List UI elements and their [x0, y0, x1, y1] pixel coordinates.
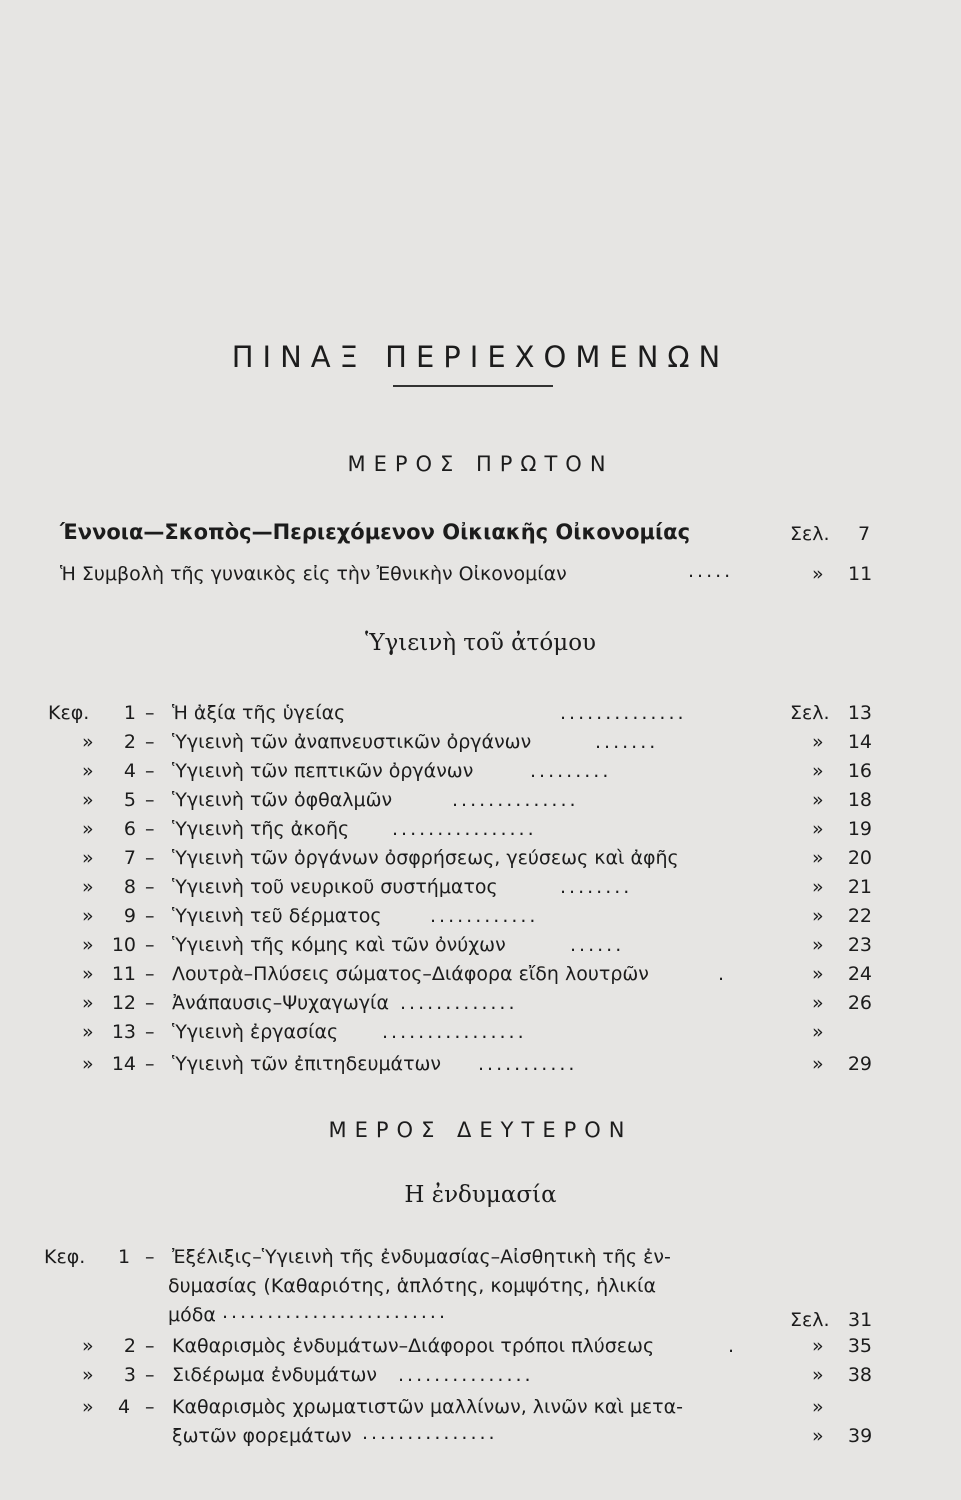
- chapter-number: 1: [123, 702, 136, 724]
- chapter-title: Ὑγιεινὴ τεῦ δέρματος: [172, 905, 382, 927]
- chapter-title-line: Καθαρισμὸς χρωματιστῶν μαλλίνων, λινῶν καὶ μετα-: [172, 1396, 684, 1418]
- chapter-title: Ὑγιεινὴ τῶν ὀργάνων ὀσφρήσεως, γεύσεως καὶ ἀφῆς: [172, 847, 679, 869]
- toc-row: [0, 1335, 961, 1363]
- chapter-number: 4: [118, 1396, 131, 1418]
- ditto-mark: »: [82, 1021, 94, 1043]
- leader-dots: ...........: [478, 1053, 578, 1075]
- leader-dots: ................: [392, 818, 537, 840]
- section-clothing-title: Η ἐνδυμασία: [404, 1182, 557, 1208]
- page-title: ΠΙΝΑΞ ΠΕΡΙΕΧΟΜΕΝΩΝ: [231, 340, 730, 374]
- ditto-mark: »: [812, 1021, 824, 1043]
- chapter-number: 5: [123, 789, 136, 811]
- toc-row: [0, 789, 961, 817]
- chapter-title: Καθαρισμὸς ἐνδυμάτων–Διάφοροι τρόποι πλύσεως: [172, 1335, 655, 1357]
- ditto-mark: »: [812, 992, 824, 1014]
- chapter-dash: –: [145, 789, 155, 811]
- ditto-mark: »: [812, 847, 824, 869]
- page-number: 26: [847, 992, 872, 1014]
- toc-row: [0, 992, 961, 1020]
- leader-dots: ...............: [398, 1364, 534, 1386]
- ditto-mark: »: [812, 818, 824, 840]
- page-number: 38: [847, 1364, 872, 1386]
- ditto-mark: »: [812, 905, 824, 927]
- ditto-mark: »: [812, 876, 824, 898]
- chapter-dash: –: [145, 1335, 155, 1357]
- chapter-title: Ὑγιεινὴ ἐργασίας: [172, 1021, 339, 1043]
- ditto-mark: »: [82, 1053, 94, 1075]
- kef-label: Κεφ.: [44, 1246, 86, 1268]
- chapter-dash: –: [145, 1021, 155, 1043]
- second-entry-title: Ἡ Συμβολὴ τῆς γυναικὸς εἰς τὴν Ἐθνικὴν Οἰκονομίαν: [60, 563, 567, 585]
- leader-dots: ...............: [362, 1422, 498, 1444]
- chapter-number: 6: [123, 818, 136, 840]
- toc-row: [0, 760, 961, 788]
- page-number: 39: [848, 1425, 873, 1447]
- chapter-title: Ὑγιεινὴ τῶν ὀφθαλμῶν: [172, 789, 393, 811]
- chapter-dash: –: [145, 702, 155, 724]
- ditto-mark: »: [812, 1396, 824, 1418]
- toc-row: [0, 818, 961, 846]
- page-number: 13: [847, 702, 872, 724]
- ditto-mark: »: [812, 1053, 824, 1075]
- ditto-mark: »: [812, 963, 824, 985]
- ditto-mark: »: [82, 1396, 94, 1418]
- ditto-mark: »: [82, 963, 94, 985]
- toc-row: [0, 934, 961, 962]
- chapter-dash: –: [145, 847, 155, 869]
- ditto-mark: »: [812, 1335, 824, 1357]
- chapter-number: 4: [123, 760, 136, 782]
- title-rule: [393, 385, 553, 387]
- toc-row: [0, 847, 961, 875]
- chapter-dash: –: [145, 1364, 155, 1386]
- chapter-dash: –: [145, 992, 155, 1014]
- chapter-title-line: ξωτῶν φορεμάτων: [172, 1425, 352, 1447]
- chapter-number: 2: [123, 731, 136, 753]
- leader-dots: .......: [595, 731, 659, 753]
- toc-row: [0, 731, 961, 759]
- chapter-title: Ὑγιεινὴ τοῦ νευρικοῦ συστήματος: [172, 876, 498, 898]
- ditto-mark: »: [82, 992, 94, 1014]
- ditto-mark: »: [82, 1364, 94, 1386]
- chapter-number: 2: [123, 1335, 136, 1357]
- leader-dots: ............: [430, 905, 539, 927]
- toc-row: [0, 1364, 961, 1392]
- chapter-title: Σιδέρωμα ἐνδυμάτων: [172, 1364, 378, 1386]
- toc-row: [0, 876, 961, 904]
- page-number: 24: [847, 963, 872, 985]
- sel-label: Σελ.: [790, 702, 830, 724]
- chapter-number: 7: [123, 847, 136, 869]
- ditto-mark: »: [82, 789, 94, 811]
- page-number: 21: [847, 876, 872, 898]
- chapter-title: Ὑγιεινὴ τῶν ἀναπνευστικῶν ὀργάνων: [172, 731, 532, 753]
- chapter-dash: –: [145, 731, 155, 753]
- chapter-dash: –: [145, 905, 155, 927]
- page-number: 29: [847, 1053, 872, 1075]
- section-hygiene-title: Ὑγιεινὴ τοῦ ἀτόμου: [364, 630, 597, 656]
- chapter-dash: –: [145, 818, 155, 840]
- chapter-title-line: μόδα: [168, 1304, 216, 1326]
- leader-dots: .........................: [222, 1301, 448, 1323]
- chapter-title: Ὑγιεινὴ τῶν πεπτικῶν ὀργάνων: [172, 760, 474, 782]
- part1-title: ΜΕΡΟΣ ΠΡΩΤΟΝ: [347, 452, 614, 476]
- leader-dots: ......: [570, 934, 625, 956]
- ditto-mark: »: [812, 934, 824, 956]
- chapter-dash: –: [145, 1246, 155, 1268]
- leader-dots: ........: [560, 876, 633, 898]
- sel-label: Σελ.: [790, 1309, 830, 1331]
- chapter-title: Ὑγιεινὴ τῆς κόμης καὶ τῶν ὀνύχων: [172, 934, 506, 956]
- chapter-dash: –: [145, 760, 155, 782]
- page-number: 16: [847, 760, 872, 782]
- toc-row: [0, 963, 961, 991]
- second-entry-page: 11: [848, 563, 873, 585]
- chapter-title-line: δυμασίας (Καθαριότης, ἁπλότης, κομψότης, ἡλικία: [168, 1275, 656, 1297]
- chapter-number: 14: [111, 1053, 136, 1075]
- chapter-dash: –: [145, 1396, 155, 1418]
- leader-dots: ................: [382, 1021, 527, 1043]
- page-number: 31: [848, 1309, 873, 1331]
- chapter-title: Ἡ ἀξία τῆς ὑγείας: [172, 702, 346, 724]
- page-number: 19: [847, 818, 872, 840]
- chapter-number: 8: [123, 876, 136, 898]
- ditto-mark: »: [82, 731, 94, 753]
- ditto-mark: »: [82, 818, 94, 840]
- chapter-number: 1: [118, 1246, 131, 1268]
- page-number: 18: [847, 789, 872, 811]
- ditto-mark: »: [812, 731, 824, 753]
- chapter-number: 11: [111, 963, 136, 985]
- ditto-mark: »: [82, 760, 94, 782]
- page-number: 23: [847, 934, 872, 956]
- chapter-number: 3: [123, 1364, 136, 1386]
- chapter-title-line: Ἐξέλιξις–Ὑγιεινὴ τῆς ἐνδυμασίας–Αἰσθητικὴ τῆς ἐν-: [172, 1246, 671, 1268]
- chapter-title: Ὑγιεινὴ τῆς ἀκοῆς: [172, 818, 350, 840]
- chapter-title: Ἀνάπαυσις–Ψυχαγωγία: [172, 992, 390, 1014]
- ditto-mark: »: [82, 905, 94, 927]
- page-number: 35: [847, 1335, 872, 1357]
- lead-entry-sel: Σελ.: [790, 523, 830, 545]
- ditto-mark: »: [812, 1364, 824, 1386]
- toc-row: [0, 1021, 961, 1049]
- leader-dots: .............: [400, 992, 518, 1014]
- ditto-mark: »: [812, 1425, 824, 1447]
- ditto-mark: »: [812, 789, 824, 811]
- kef-label: Κεφ.: [48, 702, 90, 724]
- leader-dots: ..............: [560, 702, 687, 724]
- lead-entry-page: 7: [858, 523, 871, 545]
- toc-row: [0, 1053, 961, 1081]
- page-number: 20: [847, 847, 872, 869]
- chapter-number: 10: [111, 934, 136, 956]
- chapter-dash: –: [145, 1053, 155, 1075]
- leader-dots: .: [728, 1335, 738, 1357]
- chapter-dash: –: [145, 876, 155, 898]
- chapter-title: Ὑγιεινὴ τῶν ἐπιτηδευμάτων: [172, 1053, 442, 1075]
- second-entry-dots: .....: [688, 560, 734, 582]
- chapter-dash: –: [145, 934, 155, 956]
- toc-row: [0, 905, 961, 933]
- ditto-mark: »: [812, 760, 824, 782]
- leader-dots: .........: [530, 760, 612, 782]
- page-number: 14: [847, 731, 872, 753]
- leader-dots: ..............: [452, 789, 579, 811]
- chapter-number: 12: [111, 992, 136, 1014]
- part2-title: ΜΕΡΟΣ ΔΕΥΤΕΡΟΝ: [328, 1118, 633, 1142]
- chapter-dash: –: [145, 963, 155, 985]
- chapter-number: 13: [111, 1021, 136, 1043]
- ditto-mark: »: [82, 1335, 94, 1357]
- chapter-number: 9: [123, 905, 136, 927]
- lead-entry-title: Έννοια—Σκοπὸς—Περιεχόμενον Οἰκιακῆς Οἰκονομίας: [60, 520, 691, 544]
- second-entry-quote: »: [812, 563, 824, 585]
- ditto-mark: »: [82, 934, 94, 956]
- leader-dots: .: [718, 963, 728, 985]
- page-number: 22: [847, 905, 872, 927]
- ditto-mark: »: [82, 876, 94, 898]
- toc-row: [0, 702, 961, 730]
- ditto-mark: »: [82, 847, 94, 869]
- chapter-title: Λουτρὰ–Πλύσεις σώματος–Διάφορα εἴδη λουτρῶν: [172, 963, 649, 985]
